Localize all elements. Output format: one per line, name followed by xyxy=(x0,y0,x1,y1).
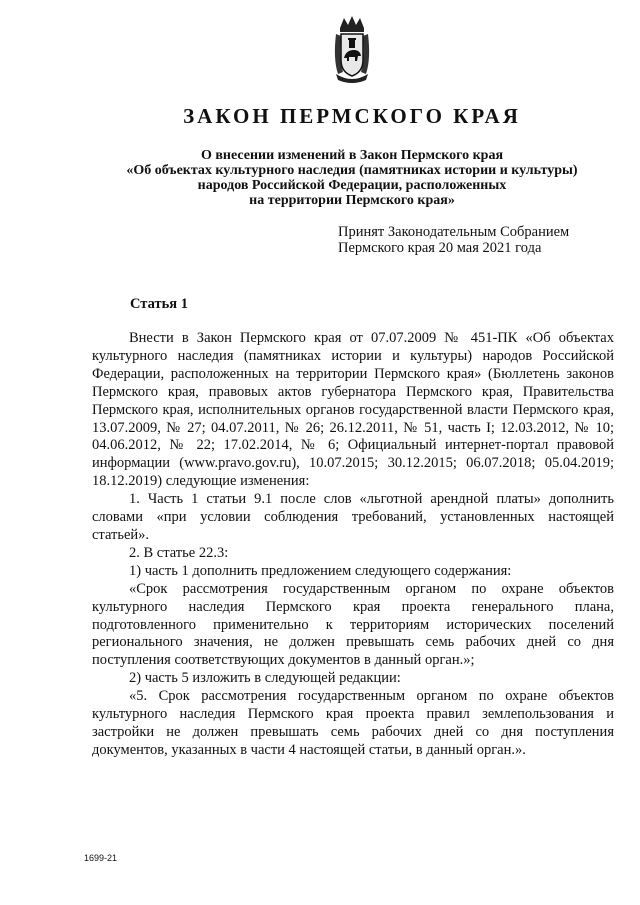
adoption-note xyxy=(338,224,569,256)
subtitle-line: народов Российской Федерации, расположенных xyxy=(197,178,507,193)
subtitle-line: на территории Пермского края» xyxy=(249,193,455,208)
document-number: 1699-21 xyxy=(84,853,118,863)
coat-of-arms-emblem xyxy=(330,14,374,84)
article-heading: Статья 1 xyxy=(130,296,188,312)
article-paragraph: Внести в Закон Пермского края от 07.07.2009 № 451-ПК «Об объектах культурного наследия (памятниках истории и культуры) народов Российской Федерации, расположенных на территории Пермского края» (Бюллетень законов Пермского края, правовых актов губернатора Пермского края, Правительства Пермского края, исполнительных органов государственной власти Пермского края, 13.07.2009, № 27; 04.07.2011, № 26; 26.12.2011, № 51, часть I; 12.03.2012, № 10; 04.06.2012, № 22; 17.02.2014, № 6; Официальный интернет-портал правовой информации (www.pravo.gov.ru), 10.07.2015; 30.12.2015; 06.07.2018; 05.04.2019; 18.12.2019) следующие изменения: xyxy=(92,330,614,490)
subtitle-line: О внесении изменений в Закон Пермского края xyxy=(200,148,504,163)
article-paragraph: 1) часть 1 дополнить предложением следующего содержания: xyxy=(129,562,512,579)
article-paragraph: 1. Часть 1 статьи 9.1 после слов «льготной арендной платы» дополнить словами «при условии соблюдения требований, установленных настоящей статьей». xyxy=(92,491,614,543)
adoption-line: Принят Законодательным Собранием xyxy=(338,224,570,240)
adoption-line: Пермского края 20 мая 2021 года xyxy=(338,240,542,256)
law-title: ЗАКОН ПЕРМСКОГО КРАЯ xyxy=(183,104,521,128)
article-paragraph: «5. Срок рассмотрения государственным органом по охране объектов культурного наследия Пермского края проекта правил землепользования и застройки не должен превышать семь рабочих дней со дня поступления документов, указанных в части 4 настоящей статьи, в данный орган.». xyxy=(92,688,614,758)
subtitle-line: «Об объектах культурного наследия (памятниках истории и культуры) xyxy=(126,163,578,178)
article-paragraph: «Срок рассмотрения государственным органом по охране объектов культурного наследия Пермского края проекта генерального плана, подготовленного применительно к территориям исторических поселений регионального значения, не должен превышать семь рабочих дней со дня поступления соответствующих документов в данный орган.»; xyxy=(92,580,614,669)
article-paragraph: 2. В статье 22.3: xyxy=(129,544,229,561)
law-subtitle xyxy=(90,148,614,208)
article-paragraph: 2) часть 5 изложить в следующей редакции: xyxy=(129,670,401,687)
article-body xyxy=(92,330,614,760)
